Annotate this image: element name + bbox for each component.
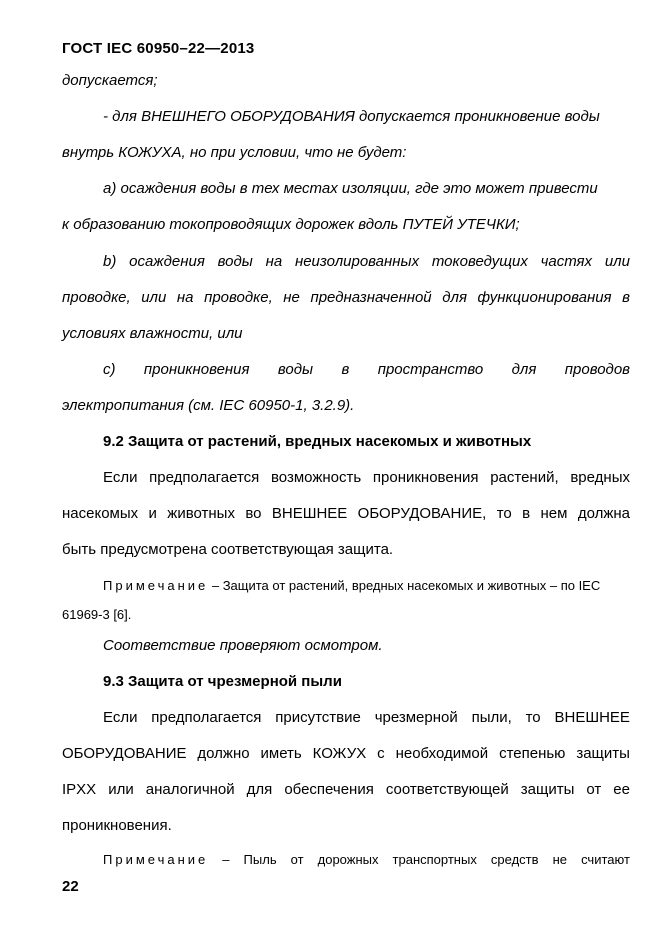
word: IPXX	[62, 781, 97, 798]
note-label: Примечание	[103, 578, 209, 593]
word: в	[341, 361, 350, 378]
word: присутствие	[275, 709, 361, 726]
word: средств	[490, 852, 539, 867]
word: проникновения	[143, 361, 250, 378]
word: ОБОРУДОВАНИЕ,	[357, 505, 487, 522]
note-label: Примечание	[103, 852, 209, 867]
word: возможность	[271, 469, 362, 486]
text-line: а) осаждения воды в тех местах изоляции, где это может привести	[103, 180, 598, 197]
text-line	[62, 745, 630, 763]
word: аналогичной	[145, 781, 235, 798]
word: Если	[103, 709, 138, 726]
word: должно	[197, 745, 250, 762]
word: проводке,	[204, 289, 273, 306]
word: или	[108, 781, 134, 798]
text-line	[103, 253, 630, 271]
word: чрезмерной	[374, 709, 458, 726]
word: осаждения	[129, 253, 205, 270]
word: необходимой	[395, 745, 489, 762]
text-line: допускается;	[62, 72, 158, 89]
page-number: 22	[62, 878, 79, 895]
word: насекомых	[62, 505, 139, 522]
note-1	[103, 577, 630, 595]
word: не	[283, 289, 300, 306]
word: b)	[103, 253, 117, 270]
word: обеспечения	[284, 781, 374, 798]
word: дорожных	[317, 852, 379, 867]
text-line: проникновения.	[62, 817, 172, 834]
word: и	[148, 505, 157, 522]
compliance-statement: Соответствие проверяют осмотром.	[103, 637, 383, 654]
word: то	[525, 709, 541, 726]
word: нем	[540, 505, 568, 522]
word: на	[265, 253, 283, 270]
word: Пыль	[243, 852, 277, 867]
word: от	[586, 781, 602, 798]
word: проводке,	[62, 289, 131, 306]
word: с	[377, 745, 385, 762]
word: пространство	[377, 361, 484, 378]
word: Если	[103, 469, 138, 486]
text-line	[62, 505, 630, 523]
word: для	[442, 289, 467, 306]
text-line: условиях влажности, или	[62, 325, 243, 342]
text-line	[103, 709, 630, 727]
note-1-continuation: 61969-3 [6].	[62, 607, 132, 622]
word: в	[622, 289, 630, 306]
word: от	[290, 852, 304, 867]
word: ОБОРУДОВАНИЕ	[62, 745, 187, 762]
word: не	[552, 852, 568, 867]
word: транспортных	[392, 852, 477, 867]
section-heading-9-2: 9.2 Защита от растений, вредных насекомых и животных	[103, 433, 532, 450]
note-2-text	[222, 851, 630, 869]
text-line: внутрь КОЖУХА, но при условии, что не будет:	[62, 144, 407, 161]
word: защиты	[520, 781, 575, 798]
word: соответствующей	[385, 781, 509, 798]
word: неизолированных	[294, 253, 420, 270]
word: для	[511, 361, 537, 378]
text-line: к образованию токопроводящих дорожек вдоль ПУТЕЙ УТЕЧКИ;	[62, 216, 520, 233]
word: проводов	[564, 361, 630, 378]
text-line	[103, 361, 630, 379]
text-line: - для ВНЕШНЕГО ОБОРУДОВАНИЯ допускается проникновение воды	[103, 108, 600, 125]
word: с)	[103, 361, 116, 378]
word: воды	[217, 253, 253, 270]
word: проникновения	[372, 469, 479, 486]
word: КОЖУХ	[312, 745, 367, 762]
word: должна	[577, 505, 630, 522]
text-line	[62, 781, 630, 799]
word: частях	[540, 253, 593, 270]
word: растений,	[490, 469, 559, 486]
section-heading-9-3: 9.3 Защита от чрезмерной пыли	[103, 673, 342, 690]
word: предполагается	[151, 709, 262, 726]
word: или	[604, 253, 630, 270]
text-line: быть предусмотрена соответствующая защита.	[62, 541, 394, 558]
word: предназначенной	[310, 289, 432, 306]
word: во	[245, 505, 262, 522]
word: воды	[277, 361, 314, 378]
note-2	[103, 851, 630, 869]
word: пыли,	[471, 709, 512, 726]
word: ее	[613, 781, 630, 798]
word: вредных	[570, 469, 630, 486]
text-line	[103, 469, 630, 487]
note-text: – Защита от растений, вредных насекомых и животных – по IEC	[208, 578, 601, 593]
word: степенью	[499, 745, 566, 762]
word: защиты	[576, 745, 630, 762]
word: для	[246, 781, 273, 798]
word: иметь	[260, 745, 302, 762]
word: в	[522, 505, 531, 522]
word: функционирования	[477, 289, 612, 306]
word: на	[176, 289, 194, 306]
word: животных	[167, 505, 235, 522]
word: –	[222, 852, 230, 867]
word: или	[141, 289, 167, 306]
word: предполагается	[149, 469, 260, 486]
text-line: электропитания (см. IEC 60950-1, 3.2.9).	[62, 397, 355, 414]
word: считают	[581, 852, 630, 867]
word: токоведущих	[431, 253, 528, 270]
word: то	[496, 505, 512, 522]
document-header: ГОСТ IEC 60950–22—2013	[62, 40, 255, 57]
word: ВНЕШНЕЕ	[554, 709, 630, 726]
text-line	[62, 289, 630, 307]
word: ВНЕШНЕЕ	[271, 505, 348, 522]
